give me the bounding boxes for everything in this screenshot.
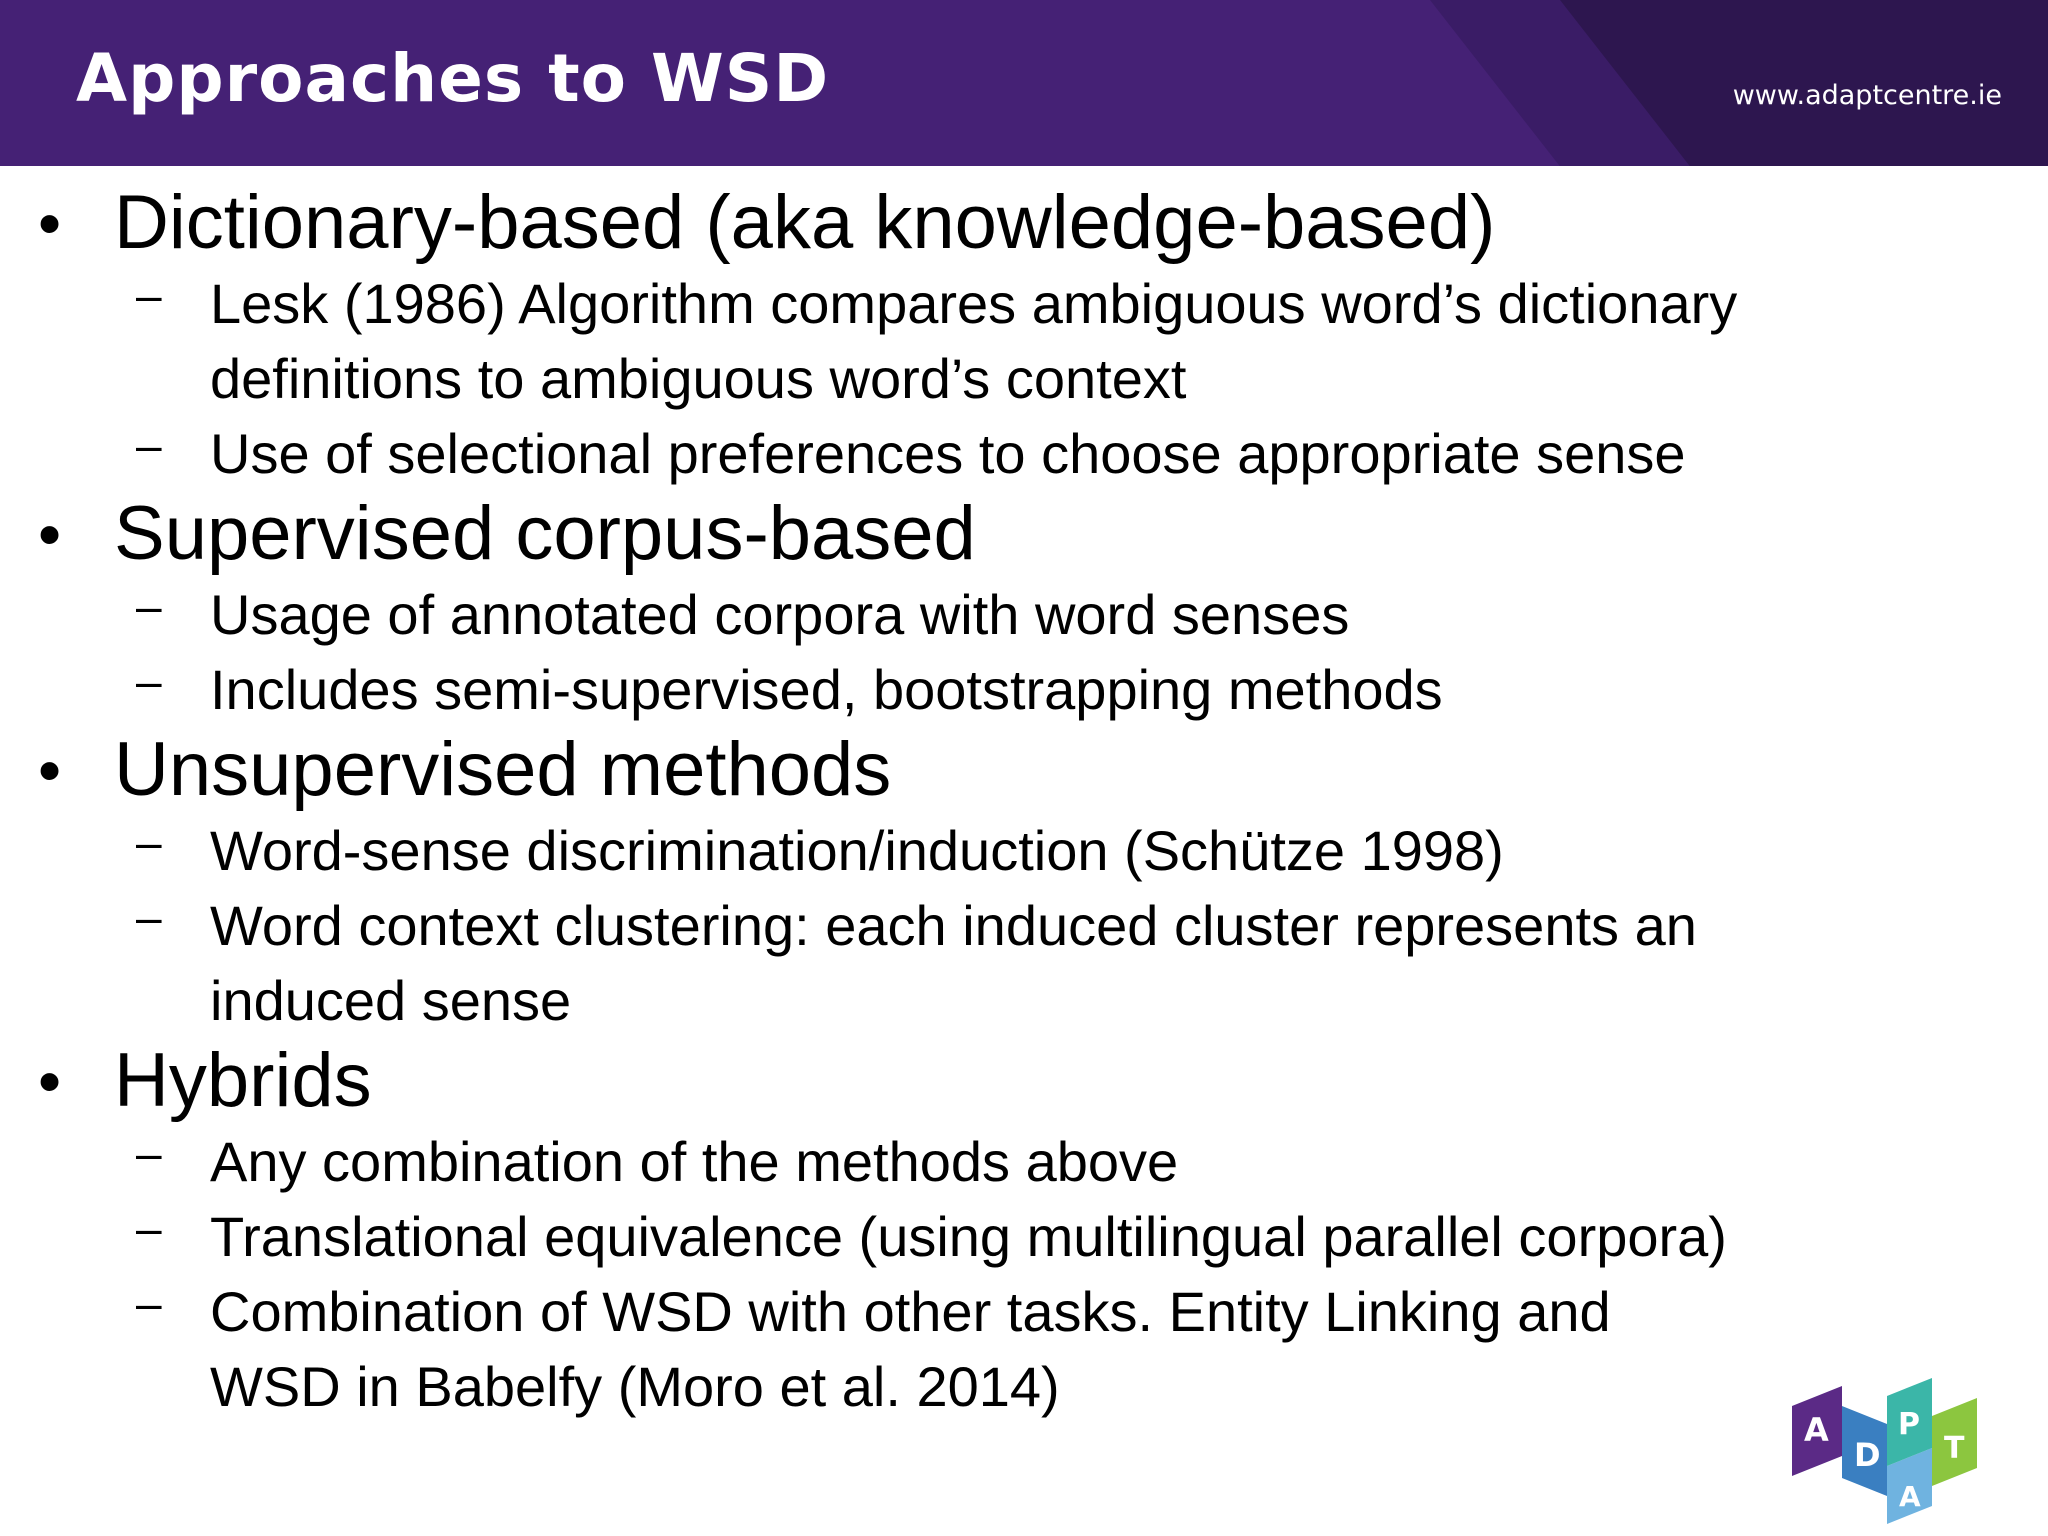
sub-bullet-text: Combination of WSD with other tasks. Entity Linking and xyxy=(210,1280,1611,1343)
logo-letter: D xyxy=(1854,1436,1881,1474)
dash-icon: – xyxy=(136,419,162,471)
logo-letter: A xyxy=(1899,1480,1921,1513)
sub-bullet-text: Any combination of the methods above xyxy=(210,1130,1179,1193)
sub-bullet-list xyxy=(0,813,2048,1038)
sub-bullet-item xyxy=(0,1199,2048,1274)
bullet-item xyxy=(0,1038,2048,1124)
dash-icon: – xyxy=(136,1202,162,1254)
sub-bullet-list xyxy=(0,577,2048,727)
bullet-item xyxy=(0,491,2048,577)
bullet-item xyxy=(0,180,2048,266)
adapt-logo xyxy=(1782,1366,1992,1526)
bullet-dot-icon: • xyxy=(38,1044,62,1118)
sub-bullet-item xyxy=(0,1274,2048,1424)
slide-content xyxy=(0,180,2048,1424)
sub-bullet-list xyxy=(0,266,2048,491)
bullet-text: Unsupervised methods xyxy=(114,727,892,812)
bullet-text: Supervised corpus-based xyxy=(114,491,976,576)
slide-title: Approaches to WSD xyxy=(76,40,830,117)
sub-bullet-text: Includes semi-supervised, bootstrapping methods xyxy=(210,658,1443,721)
website-url: www.adaptcentre.ie xyxy=(1732,80,2002,111)
sub-bullet-text: definitions to ambiguous word’s context xyxy=(210,347,1187,410)
sub-bullet-item xyxy=(0,1124,2048,1199)
sub-bullet-text: Word-sense discrimination/induction (Schütze 1998) xyxy=(210,819,1504,882)
sub-bullet-item xyxy=(0,813,2048,888)
dash-icon: – xyxy=(136,891,162,943)
logo-letter: A xyxy=(1804,1411,1829,1449)
sub-bullet-text: Lesk (1986) Algorithm compares ambiguous word’s dictionary xyxy=(210,272,1738,335)
bullet-item xyxy=(0,727,2048,813)
bullet-dot-icon: • xyxy=(38,497,62,571)
sub-bullet-item xyxy=(0,577,2048,652)
sub-bullet-list xyxy=(0,1124,2048,1424)
logo-letter: T xyxy=(1944,1431,1965,1466)
sub-bullet-text: WSD in Babelfy (Moro et al. 2014) xyxy=(210,1355,1060,1418)
bullet-dot-icon: • xyxy=(38,186,62,260)
bullet-dot-icon: • xyxy=(38,733,62,807)
sub-bullet-text: Word context clustering: each induced cluster represents an xyxy=(210,894,1697,957)
sub-bullet-item xyxy=(0,888,2048,1038)
slide-header xyxy=(0,0,2048,166)
dash-icon: – xyxy=(136,1277,162,1329)
bullet-text: Dictionary-based (aka knowledge-based) xyxy=(114,180,1496,265)
sub-bullet-item xyxy=(0,652,2048,727)
sub-bullet-text: Use of selectional preferences to choose appropriate sense xyxy=(210,422,1686,485)
logo-letter: P xyxy=(1898,1407,1920,1442)
sub-bullet-text: Translational equivalence (using multilingual parallel corpora) xyxy=(210,1205,1727,1268)
dash-icon: – xyxy=(136,580,162,632)
dash-icon: – xyxy=(136,655,162,707)
sub-bullet-text: Usage of annotated corpora with word senses xyxy=(210,583,1350,646)
dash-icon: – xyxy=(136,269,162,321)
bullet-text: Hybrids xyxy=(114,1038,372,1123)
sub-bullet-text: induced sense xyxy=(210,969,572,1032)
dash-icon: – xyxy=(136,1127,162,1179)
dash-icon: – xyxy=(136,816,162,868)
sub-bullet-item xyxy=(0,416,2048,491)
sub-bullet-item xyxy=(0,266,2048,416)
